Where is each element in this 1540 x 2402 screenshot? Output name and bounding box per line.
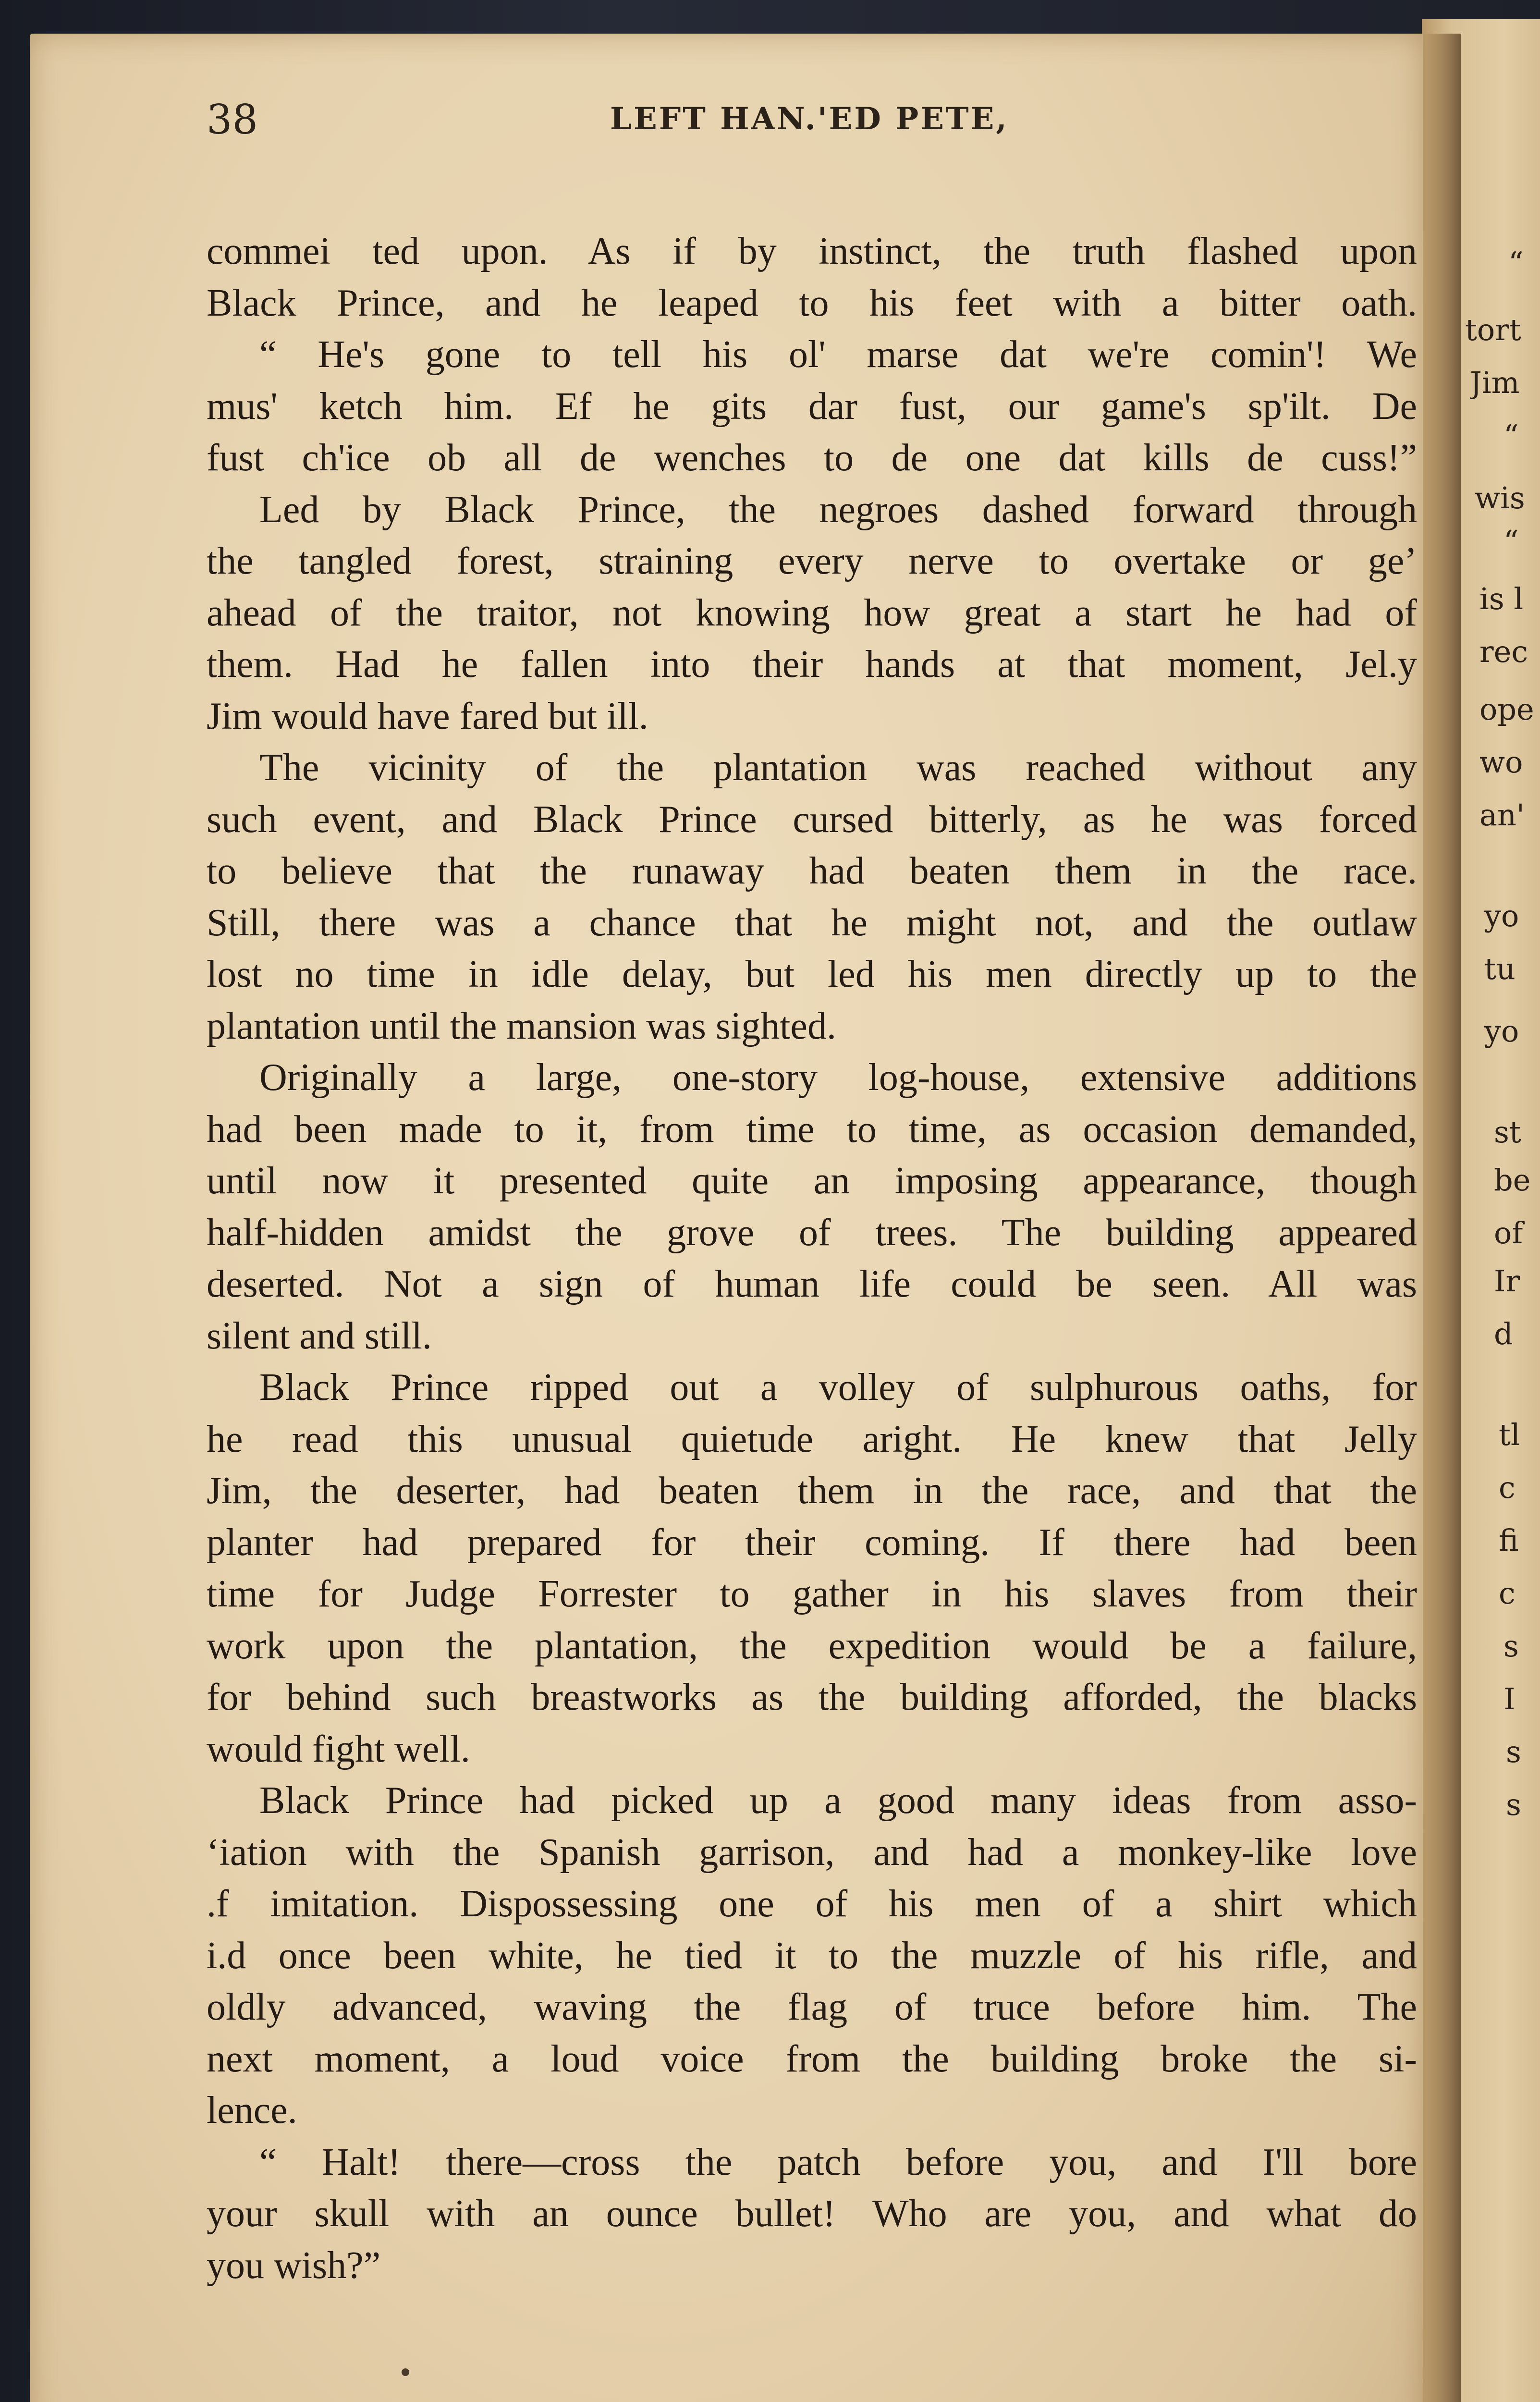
page-gutter-shadow bbox=[1423, 34, 1461, 2402]
right-page-text: tort bbox=[1465, 312, 1521, 347]
page-number: 38 bbox=[207, 96, 258, 143]
right-page-text: wis bbox=[1475, 480, 1525, 515]
text-line: work upon the plantation, the expedition would be a failure, bbox=[207, 1624, 1417, 1667]
right-page-text: c bbox=[1499, 1576, 1516, 1611]
right-page-text: rec bbox=[1479, 634, 1528, 669]
text-line: .f imitation. Dispossessing one of his men of a shirt which bbox=[207, 1883, 1417, 1925]
text-line: commei ted upon. As if by instinct, the truth flashed upon bbox=[207, 230, 1417, 272]
text-line: The vicinity of the plantation was reached without any bbox=[259, 747, 1417, 789]
text-line: oldly advanced, waving the flag of truce before him. The bbox=[207, 1986, 1417, 2028]
text-line: “ He's gone to tell his ol' marse dat we're comin'! We bbox=[259, 333, 1417, 376]
text-line: Originally a large, one-story log-house, extensive additions bbox=[259, 1056, 1417, 1099]
text-line: Black Prince ripped out a volley of sulphurous oaths, for bbox=[259, 1366, 1417, 1409]
right-page-text: I bbox=[1503, 1681, 1516, 1716]
text-line: deserted. Not a sign of human life could be seen. All was bbox=[207, 1263, 1417, 1305]
ink-speck bbox=[402, 2368, 409, 2376]
text-line: would fight well. bbox=[207, 1728, 470, 1770]
running-head: LEFT HAN.'ED PETE, bbox=[610, 101, 1009, 137]
text-line: plantation until the mansion was sighted. bbox=[207, 1005, 836, 1047]
right-page-text: wo bbox=[1479, 745, 1523, 780]
text-line: the tangled forest, straining every nerve to overtake or geʼ bbox=[207, 540, 1417, 582]
text-line: silent and still. bbox=[207, 1314, 432, 1357]
text-line: fust ch'ice ob all de wenches to de one dat kills de cuss!” bbox=[207, 437, 1417, 479]
right-page-text: yo bbox=[1484, 898, 1519, 933]
right-page-text: Jim bbox=[1470, 365, 1520, 400]
right-page-text: s bbox=[1506, 1734, 1521, 1769]
text-line: i.d once been white, he tied it to the muzzle of his rifle, and bbox=[207, 1934, 1417, 1977]
text-line: you wish?” bbox=[207, 2244, 381, 2287]
text-line: half-hidden amidst the grove of trees. The building appeared bbox=[207, 1211, 1417, 1254]
right-page-text: fi bbox=[1499, 1523, 1519, 1558]
right-page-text: an' bbox=[1479, 797, 1525, 833]
right-page-text: of bbox=[1494, 1215, 1523, 1250]
text-line: he read this unusual quietude aright. He knew that Jelly bbox=[207, 1418, 1417, 1460]
text-line: Black Prince, and he leaped to his feet with a bitter oath. bbox=[207, 282, 1417, 324]
right-page-text: ope bbox=[1479, 692, 1534, 727]
text-line: ahead of the traitor, not knowing how great a start he had of bbox=[207, 591, 1417, 634]
text-line: Still, there was a chance that he might not, and the outlaw bbox=[207, 901, 1417, 944]
text-line: Jim would have fared but ill. bbox=[207, 695, 648, 737]
text-line: Led by Black Prince, the negroes dashed forward through bbox=[259, 488, 1417, 531]
text-line: planter had prepared for their coming. If there had been bbox=[207, 1521, 1417, 1564]
text-line: your skull with an ounce bullet! Who are you, and what do bbox=[207, 2193, 1417, 2235]
right-page-text: tl bbox=[1499, 1417, 1520, 1452]
text-line: ʻiation with the Spanish garrison, and had a monkey-like love bbox=[207, 1831, 1417, 1874]
text-line: Jim, the deserter, had beaten them in the race, and that the bbox=[207, 1470, 1417, 1512]
right-page-text: d bbox=[1494, 1316, 1513, 1351]
right-page-text: s bbox=[1503, 1629, 1519, 1664]
text-line: time for Judge Forrester to gather in his slaves from their bbox=[207, 1573, 1417, 1615]
text-line: next moment, a loud voice from the building broke the si- bbox=[207, 2037, 1417, 2080]
right-page-text: c bbox=[1499, 1470, 1516, 1505]
text-line: lost no time in idle delay, but led his men directly up to the bbox=[207, 953, 1417, 995]
right-page-text: s bbox=[1506, 1787, 1521, 1822]
text-line: had been made to it, from time to time, as occasion demanded, bbox=[207, 1108, 1417, 1151]
right-page-text: is l bbox=[1479, 581, 1524, 616]
text-line: “ Halt! there—cross the patch before you, and I'll bore bbox=[259, 2141, 1417, 2183]
right-page-text: tu bbox=[1484, 951, 1516, 986]
text-line: them. Had he fallen into their hands at that moment, Jel.y bbox=[207, 643, 1417, 686]
text-line: to believe that the runaway had beaten them in the race. bbox=[207, 850, 1417, 892]
text-line: until now it presented quite an imposing appearance, though bbox=[207, 1160, 1417, 1202]
text-line: Black Prince had picked up a good many ideas from asso- bbox=[259, 1779, 1417, 1822]
text-line: for behind such breastworks as the building afforded, the blacks bbox=[207, 1676, 1417, 1718]
page-header bbox=[207, 96, 1417, 163]
right-page-text: “ bbox=[1503, 418, 1519, 453]
body-text bbox=[207, 226, 1417, 2292]
right-page-text: be bbox=[1494, 1163, 1531, 1198]
right-page-text: Ir bbox=[1494, 1263, 1520, 1299]
text-line: mus' ketch him. Ef he gits dar fust, our game's sp'ilt. De bbox=[207, 385, 1417, 428]
text-line: such event, and Black Prince cursed bitterly, as he was forced bbox=[207, 798, 1417, 841]
right-page-text: yo bbox=[1484, 1014, 1519, 1049]
right-page-text: “ bbox=[1508, 245, 1524, 280]
right-page-text: st bbox=[1494, 1115, 1521, 1150]
text-line: lence. bbox=[207, 2089, 297, 2132]
right-page-text: “ bbox=[1503, 524, 1519, 559]
